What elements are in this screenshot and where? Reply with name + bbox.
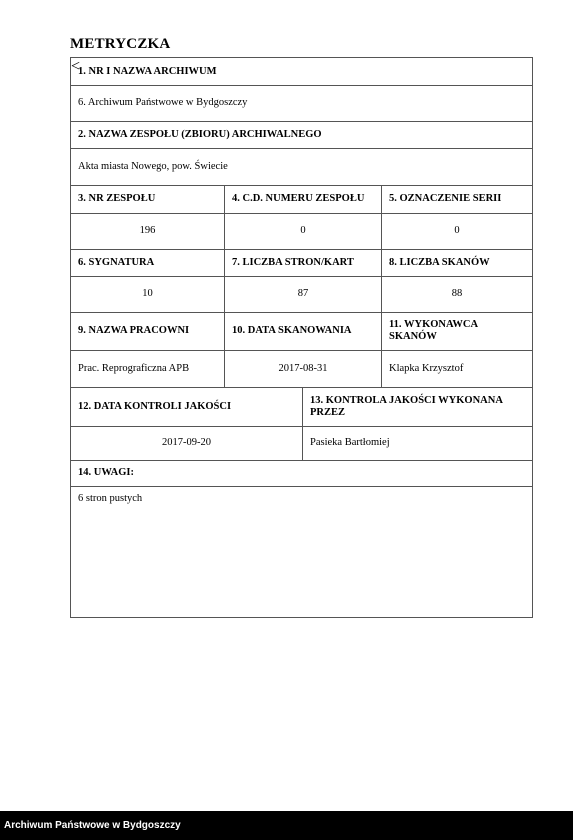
fond-number-value-row [71,213,532,249]
studio-value: Prac. Reprograficzna APB [78,362,190,374]
pages-count-label: 7. LICZBA STRON/KART [224,249,381,276]
archive-label: 1. NR I NAZWA ARCHIWUM [78,65,217,77]
signature-value: 10 [142,288,153,299]
scans-count-value: 88 [381,276,532,312]
scan-date-value: 2017-08-31 [224,350,381,387]
fond-name-value: Akta miasta Nowego, pow. Świecie [78,160,228,172]
scanner-value: Klapka Krzysztof [381,350,532,387]
signature-value-row [71,276,532,312]
series-label: 5. OZNACZENIE SERII [381,185,532,213]
notes-label-row [71,460,532,486]
notes-value-row [71,486,532,617]
scans-count-label: 8. LICZBA SKANÓW [381,249,532,276]
fond-cd-value: 0 [224,213,381,249]
archive-value-row [71,85,532,121]
notes-value: 6 stron pustych [78,493,143,504]
footer-bar [0,811,573,840]
archive-value: 6. Archiwum Państwowe w Bydgoszczy [78,97,248,108]
page-title: METRYCZKA [70,36,171,52]
qc-value-row [71,426,532,460]
qc-date-label: 12. DATA KONTROLI JAKOŚCI [78,400,232,412]
fond-cd-label: 4. C.D. NUMERU ZESPOŁU [224,185,381,213]
fond-number-label: 3. NR ZESPOŁU [78,193,156,204]
fond-number-value: 196 [139,225,156,236]
fond-number-label-row [71,185,532,213]
studio-label-row [71,312,532,350]
notes-label: 14. UWAGI: [78,467,135,478]
signature-label: 6. SYGNATURA [78,256,155,268]
signature-label-row [71,249,532,276]
qc-label-row [71,387,532,426]
studio-label: 9. NAZWA PRACOWNI [78,325,190,336]
archive-label-row [71,58,532,85]
fond-name-label: 2. NAZWA ZESPOŁU (ZBIORU) ARCHIWALNEGO [78,128,322,140]
qc-by-label: 13. KONTROLA JAKOŚCI WYKONANA PRZEZ [302,387,532,426]
qc-date-value: 2017-09-20 [162,437,211,448]
footer-text: Archiwum Państwowe w Bydgoszczy [4,820,181,831]
series-value: 0 [381,213,532,249]
fond-name-label-row [71,121,532,148]
fond-name-value-row [71,148,532,185]
pages-count-value: 87 [224,276,381,312]
scan-date-label: 10. DATA SKANOWANIA [224,312,381,350]
scanner-label: 11. WYKONAWCA SKANÓW [381,312,532,350]
qc-by-value: Pasieka Bartłomiej [302,426,532,460]
metadata-form: 1. NR I NAZWA ARCHIWUM 6. Archiwum Państwowe w Bydgoszczy 2. NAZWA ZESPOŁU (ZBIORU) ARCHIWALNEGO Akta miasta Nowego, pow. Świecie 3. NR ZESPOŁU 4. C.D. NUMERU ZESPOŁU 5. OZNACZENIE SERII 196 0 0 6. SYGNATURA 7. LICZBA STRON/KART 8. LICZBA SKANÓW 10 87 88 < 9. NAZWA PRACOWNI 10. DATA SKANOWANIA 11. WYKONAWCA SKANÓW Prac. Reprograficzna APB 2017-08-31 Klapka Krzysztof 12. DATA KONTROLI JAKOŚCI 13. KONTROLA JAKOŚCI WYKONANA PRZEZ 2017-09-20 Pasieka Bartłomiej 14. UWAGI: 6 stron pustych [70,57,533,618]
studio-value-row [71,350,532,387]
